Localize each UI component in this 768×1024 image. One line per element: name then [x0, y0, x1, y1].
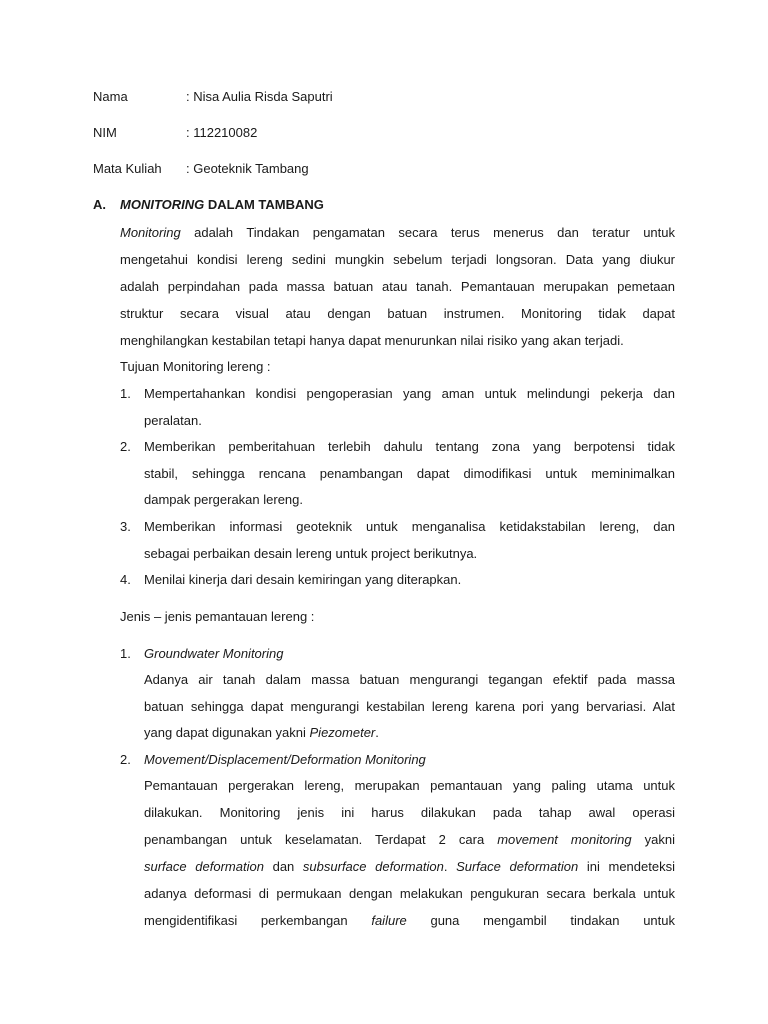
- tujuan-2-line-1: Memberikan pemberitahuan terlebih dahulu tentang zona yang berpotensi tidak: [144, 439, 675, 454]
- tujuan-4-line-1: Menilai kinerja dari desain kemiringan yang diterapkan.: [144, 572, 462, 587]
- tujuan-1-line-1: Mempertahankan kondisi pengoperasian yang aman untuk melindungi pekerja dan: [144, 386, 675, 401]
- jenis-num-1: 1.: [120, 646, 131, 661]
- section-title: [120, 197, 324, 212]
- tujuan-2-line-2: stabil, sehingga rencana penambangan dapat dimodifikasi untuk meminimalkan: [144, 466, 675, 481]
- jenis-num-2: 2.: [120, 752, 131, 767]
- tujuan-1-line-2: peralatan.: [144, 413, 202, 428]
- section-title-rest: DALAM TAMBANG: [204, 197, 324, 212]
- tujuan-2-line-3: dampak pergerakan lereng.: [144, 492, 303, 507]
- intro-line-2: mengetahui kondisi lereng sedini mungkin sebelum terjadi longsoran. Data yang diukur: [120, 252, 675, 267]
- tujuan-3-line-1: Memberikan informasi geoteknik untuk menganalisa ketidakstabilan lereng, dan: [144, 519, 675, 534]
- nama-label: Nama: [93, 89, 128, 104]
- intro-line-3: adalah perpindahan pada massa batuan atau tanah. Pemantauan merupakan pemetaan: [120, 279, 675, 294]
- intro-line-4: struktur secara visual atau dengan batuan instrumen. Monitoring tidak dapat: [120, 306, 675, 321]
- nim-label: NIM: [93, 125, 117, 140]
- intro-line-5: menghilangkan kestabilan tetapi hanya dapat menurunkan nilai risiko yang akan terjadi.: [120, 333, 624, 348]
- jenis-heading: Jenis – jenis pemantauan lereng :: [120, 609, 315, 624]
- nim-value: : 112210082: [186, 125, 258, 140]
- surface-deformation-term: surface deformation: [144, 859, 264, 874]
- movement-line-1: Pemantauan pergerakan lereng, merupakan pemantauan yang paling utama untuk: [144, 778, 675, 793]
- tujuan-num-4: 4.: [120, 572, 131, 587]
- subsurface-deformation-term: subsurface deformation: [302, 859, 444, 874]
- nama-value: : Nisa Aulia Risda Saputri: [186, 89, 333, 104]
- movement-line-4-end: ini mendeteksi: [578, 859, 675, 874]
- mata-kuliah-value: : Geoteknik Tambang: [186, 161, 309, 176]
- groundwater-line-3-text: yang dapat digunakan yakni: [144, 725, 310, 740]
- movement-title: Movement/Displacement/Deformation Monitoring: [144, 752, 426, 767]
- movement-monitoring-term: movement monitoring: [497, 832, 632, 847]
- movement-line-5: adanya deformasi di permukaan dengan melakukan pengukuran secara berkala untuk: [144, 886, 675, 901]
- groundwater-line-2: batuan sehingga dapat mengurangi kestabilan lereng karena pori yang bervariasi. Alat: [144, 699, 675, 714]
- groundwater-title: Groundwater Monitoring: [144, 646, 284, 661]
- intro-line-1: [120, 225, 675, 240]
- failure-term: failure: [371, 913, 407, 928]
- section-letter: A.: [93, 197, 106, 212]
- tujuan-3-line-2: sebagai perbaikan desain lereng untuk project berikutnya.: [144, 546, 478, 561]
- movement-line-6: [144, 913, 675, 928]
- movement-line-4-dot: .: [443, 859, 457, 874]
- movement-line-3: [144, 832, 675, 847]
- groundwater-line-3-end: .: [375, 725, 379, 740]
- tujuan-num-1: 1.: [120, 386, 131, 401]
- mata-kuliah-label: Mata Kuliah: [93, 161, 162, 176]
- tujuan-heading: Tujuan Monitoring lereng :: [120, 359, 271, 374]
- movement-line-6-text: mengidentifikasi perkembangan: [144, 913, 372, 928]
- movement-line-6-end: guna mengambil tindakan untuk: [406, 913, 676, 928]
- movement-line-3-end: yakni: [631, 832, 675, 847]
- movement-line-2: dilakukan. Monitoring jenis ini harus dilakukan pada tahap awal operasi: [144, 805, 675, 820]
- groundwater-line-3: [144, 725, 675, 740]
- movement-line-4-and: dan: [263, 859, 303, 874]
- intro-line-1-text: adalah Tindakan pengamatan secara terus menerus dan teratur untuk: [180, 225, 675, 240]
- tujuan-num-3: 3.: [120, 519, 131, 534]
- groundwater-line-1: Adanya air tanah dalam massa batuan mengurangi tegangan efektif pada massa: [144, 672, 675, 687]
- surface-deformation-term-2: Surface deformation: [456, 859, 579, 874]
- tujuan-num-2: 2.: [120, 439, 131, 454]
- movement-line-3-text: penambangan untuk keselamatan. Terdapat 2 cara: [144, 832, 498, 847]
- piezometer-term: Piezometer: [309, 725, 376, 740]
- section-title-italic: MONITORING: [120, 197, 205, 212]
- intro-term: Monitoring: [120, 225, 181, 240]
- movement-line-4: [144, 859, 675, 874]
